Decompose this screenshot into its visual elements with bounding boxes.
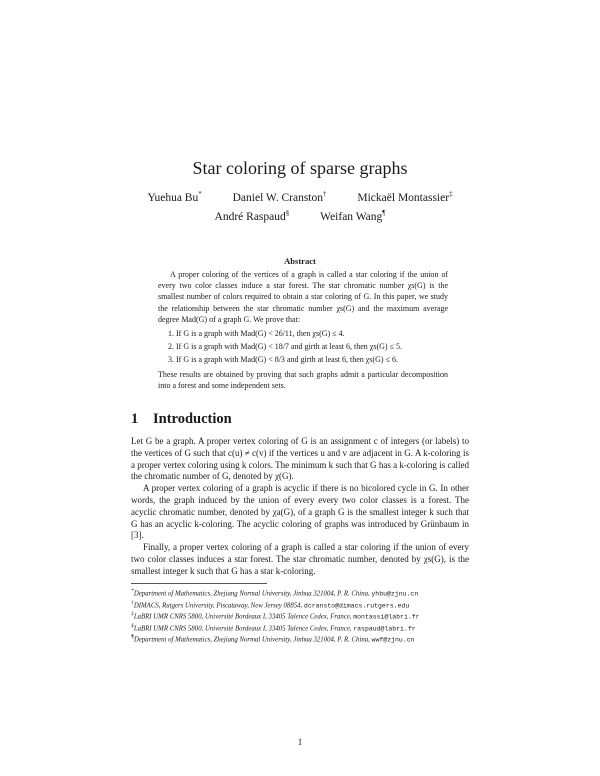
- author-row-2: [0, 209, 600, 223]
- section-heading: [131, 411, 232, 428]
- email[interactable]: yhbu@zjnu.cn: [371, 590, 419, 598]
- footnote: ¶Department of Mathematics, Zhejiang Normal University, Jinhua 321004, P. R. China, wwf@zjnu.cn: [131, 634, 415, 644]
- result-item: 3. If G is a graph with Mad(G) < 8/3 and girth at least 6, then χs(G) ≤ 6.: [176, 354, 448, 365]
- paper-title: Star coloring of sparse graphs: [192, 158, 408, 178]
- abstract-body: [158, 269, 448, 391]
- abstract-heading: Abstract: [284, 256, 316, 266]
- author: Daniel W. Cranston†: [232, 190, 327, 204]
- paragraph: Let G be a graph. A proper vertex coloring of G is an assignment c of integers (or labels) to the vertices of G such that c(u) ≠ c(v) if the vertices u and v are adjacent in G. A k-coloring is a proper vertex coloring using k colors. The minimum k such that G has a k-coloring is called the chromatic number of G, denoted by χ(G).: [131, 436, 469, 482]
- footnote: §LaBRI UMR CNRS 5800, Université Bordeaux I, 33405 Talence Cedex, France, raspaud@labri.fr: [131, 622, 416, 632]
- abstract-closing: These results are obtained by proving that such graphs admit a particular decomposition into a forest and some independent sets.: [158, 369, 448, 390]
- author: Yuehua Bu*: [147, 190, 202, 204]
- author-row-1: [0, 190, 600, 204]
- email[interactable]: dcransto@dimacs.rutgers.edu: [303, 601, 410, 609]
- author: Mickaël Montassier‡: [357, 190, 453, 204]
- paragraph: A proper vertex coloring of a graph is acyclic if there is no bicolored cycle in G. In other words, the graph induced by the union of every every two color classes is a forest. The acyclic chromatic number, denoted by χa(G), of a graph G is the smallest integer k such that G has an acyclic k-coloring. The acyclic coloring of graphs was introduced by Grünbaum in [3].: [131, 483, 469, 541]
- result-item: 1. If G is a graph with Mad(G) < 26/11, then χs(G) ≤ 4.: [176, 328, 448, 339]
- email[interactable]: raspaud@labri.fr: [353, 624, 416, 632]
- footnote: *Department of Mathematics, Zhejiang Normal University, Jinhua 321004, P. R. China, yhbu@zjnu.cn: [131, 588, 419, 598]
- author: André Raspaud§: [214, 209, 290, 223]
- footnote-rule: [131, 583, 267, 584]
- footnotes: [131, 587, 469, 645]
- footnote: ‡LaBRI UMR CNRS 5800, Université Bordeaux I, 33405 Talence Cedex, France, montassi@labri.fr: [131, 611, 420, 621]
- section-title: Introduction: [153, 411, 232, 427]
- result-item: 2. If G is a graph with Mad(G) < 18/7 and girth at least 6, then χs(G) ≤ 5.: [176, 341, 448, 352]
- email[interactable]: montassi@labri.fr: [353, 613, 420, 621]
- results-list: [158, 328, 448, 366]
- page-number: 1: [297, 737, 303, 747]
- section-body: [131, 436, 469, 578]
- paragraph: Finally, a proper vertex coloring of a graph is called a star coloring if the union of every two color classes induces a star forest. The star chromatic number, denoted by χs(G), is the smallest integer k such that G has a star k-coloring.: [131, 542, 469, 576]
- author: Weifan Wang¶: [320, 209, 386, 223]
- abstract-intro: A proper coloring of the vertices of a graph is called a star coloring if the union of every two color classes induce a star forest. The star chromatic number χs(G) is the smallest number of colors required to obtain a star coloring of G. In this paper, we study the relationship between the star chromatic number χs(G) and the maximum average degree Mad(G) of a graph G. We prove that:: [158, 270, 448, 324]
- email[interactable]: wwf@zjnu.cn: [371, 636, 415, 644]
- footnote: †DIMACS, Rutgers University, Piscataway, New Jersey 08854, dcransto@dimacs.rutgers.edu: [131, 599, 410, 609]
- section-number: 1: [131, 411, 139, 427]
